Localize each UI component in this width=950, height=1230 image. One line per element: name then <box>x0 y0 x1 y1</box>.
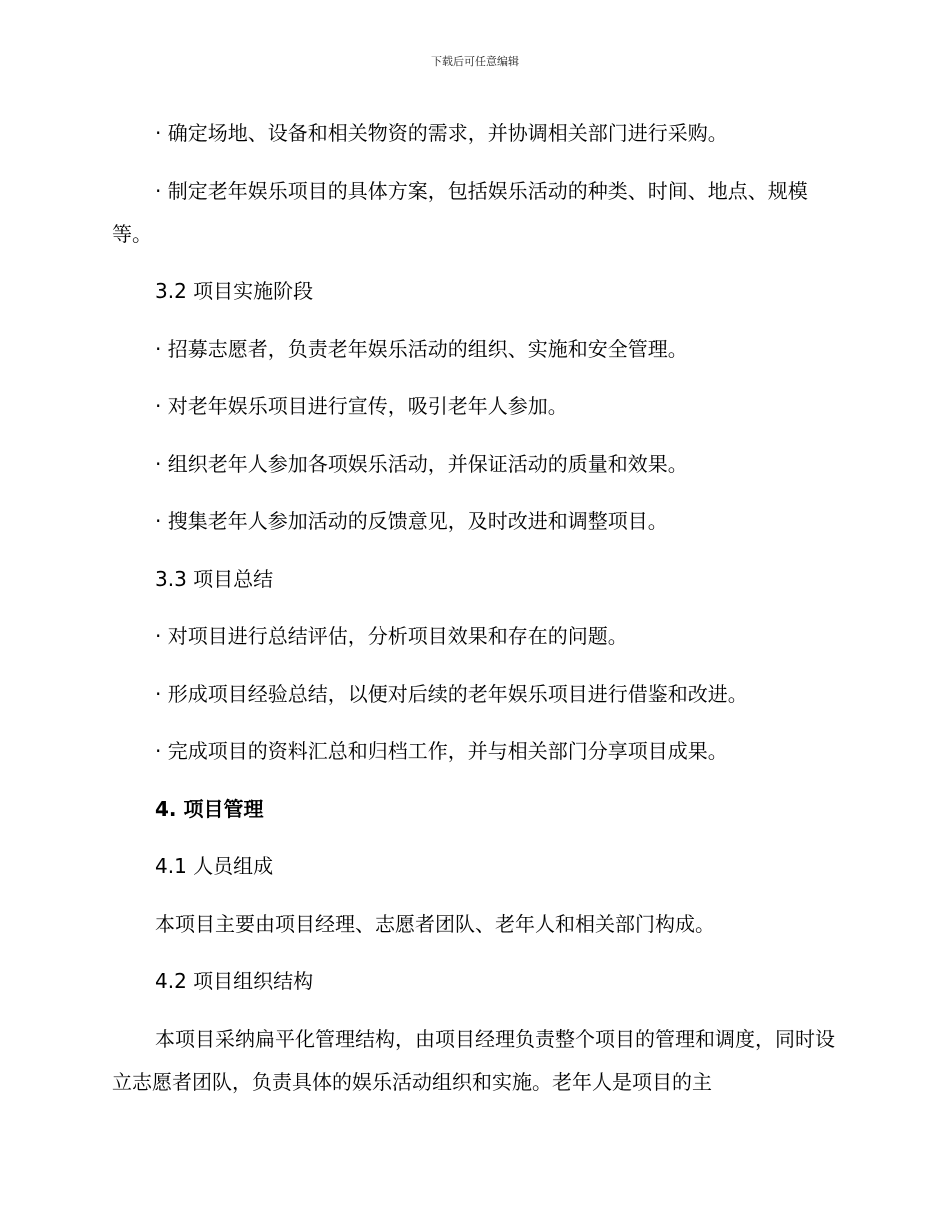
bullet-item: · 组织老年人参加各项娱乐活动，并保证活动的质量和效果。 <box>155 451 688 476</box>
bullet-item: · 搜集老年人参加活动的反馈意见，及时改进和调整项目。 <box>155 509 668 533</box>
chapter-heading: 4. 项目管理 <box>155 796 264 821</box>
section-heading: 4.2 项目组织结构 <box>155 969 314 993</box>
bullet-item: · 制定老年娱乐项目的具体方案，包括娱乐活动的种类、时间、地点、规模等。 <box>112 178 808 246</box>
bullet-item: · 完成项目的资料汇总和归档工作，并与相关部门分享项目成果。 <box>155 739 728 763</box>
bullet-item: · 招募志愿者，负责老年娱乐活动的组织、实施和安全管理。 <box>155 336 688 361</box>
body-paragraph: 本项目主要由项目经理、志愿者团队、老年人和相关部门构成。 <box>155 911 715 936</box>
bullet-item: · 形成项目经验总结，以便对后续的老年娱乐项目进行借鉴和改进。 <box>155 681 748 706</box>
bullet-item: · 对老年娱乐项目进行宣传，吸引老年人参加。 <box>155 394 568 418</box>
section-heading: 3.3 项目总结 <box>155 566 274 591</box>
page-header: 下载后可任意编辑 <box>431 55 519 68</box>
section-heading: 4.1 人员组成 <box>155 854 274 878</box>
body-paragraph: 本项目采纳扁平化管理结构，由项目经理负责整个项目的管理和调度，同时设立志愿者团队，负责具体的娱乐活动组织和实施。老年人是项目的主 <box>112 1026 835 1094</box>
bullet-item: · 对项目进行总结评估，分析项目效果和存在的问题。 <box>155 624 628 648</box>
document-body <box>112 112 837 1118</box>
section-heading: 3.2 项目实施阶段 <box>155 279 314 303</box>
bullet-item: · 确定场地、设备和相关物资的需求，并协调相关部门进行采购。 <box>155 121 728 145</box>
